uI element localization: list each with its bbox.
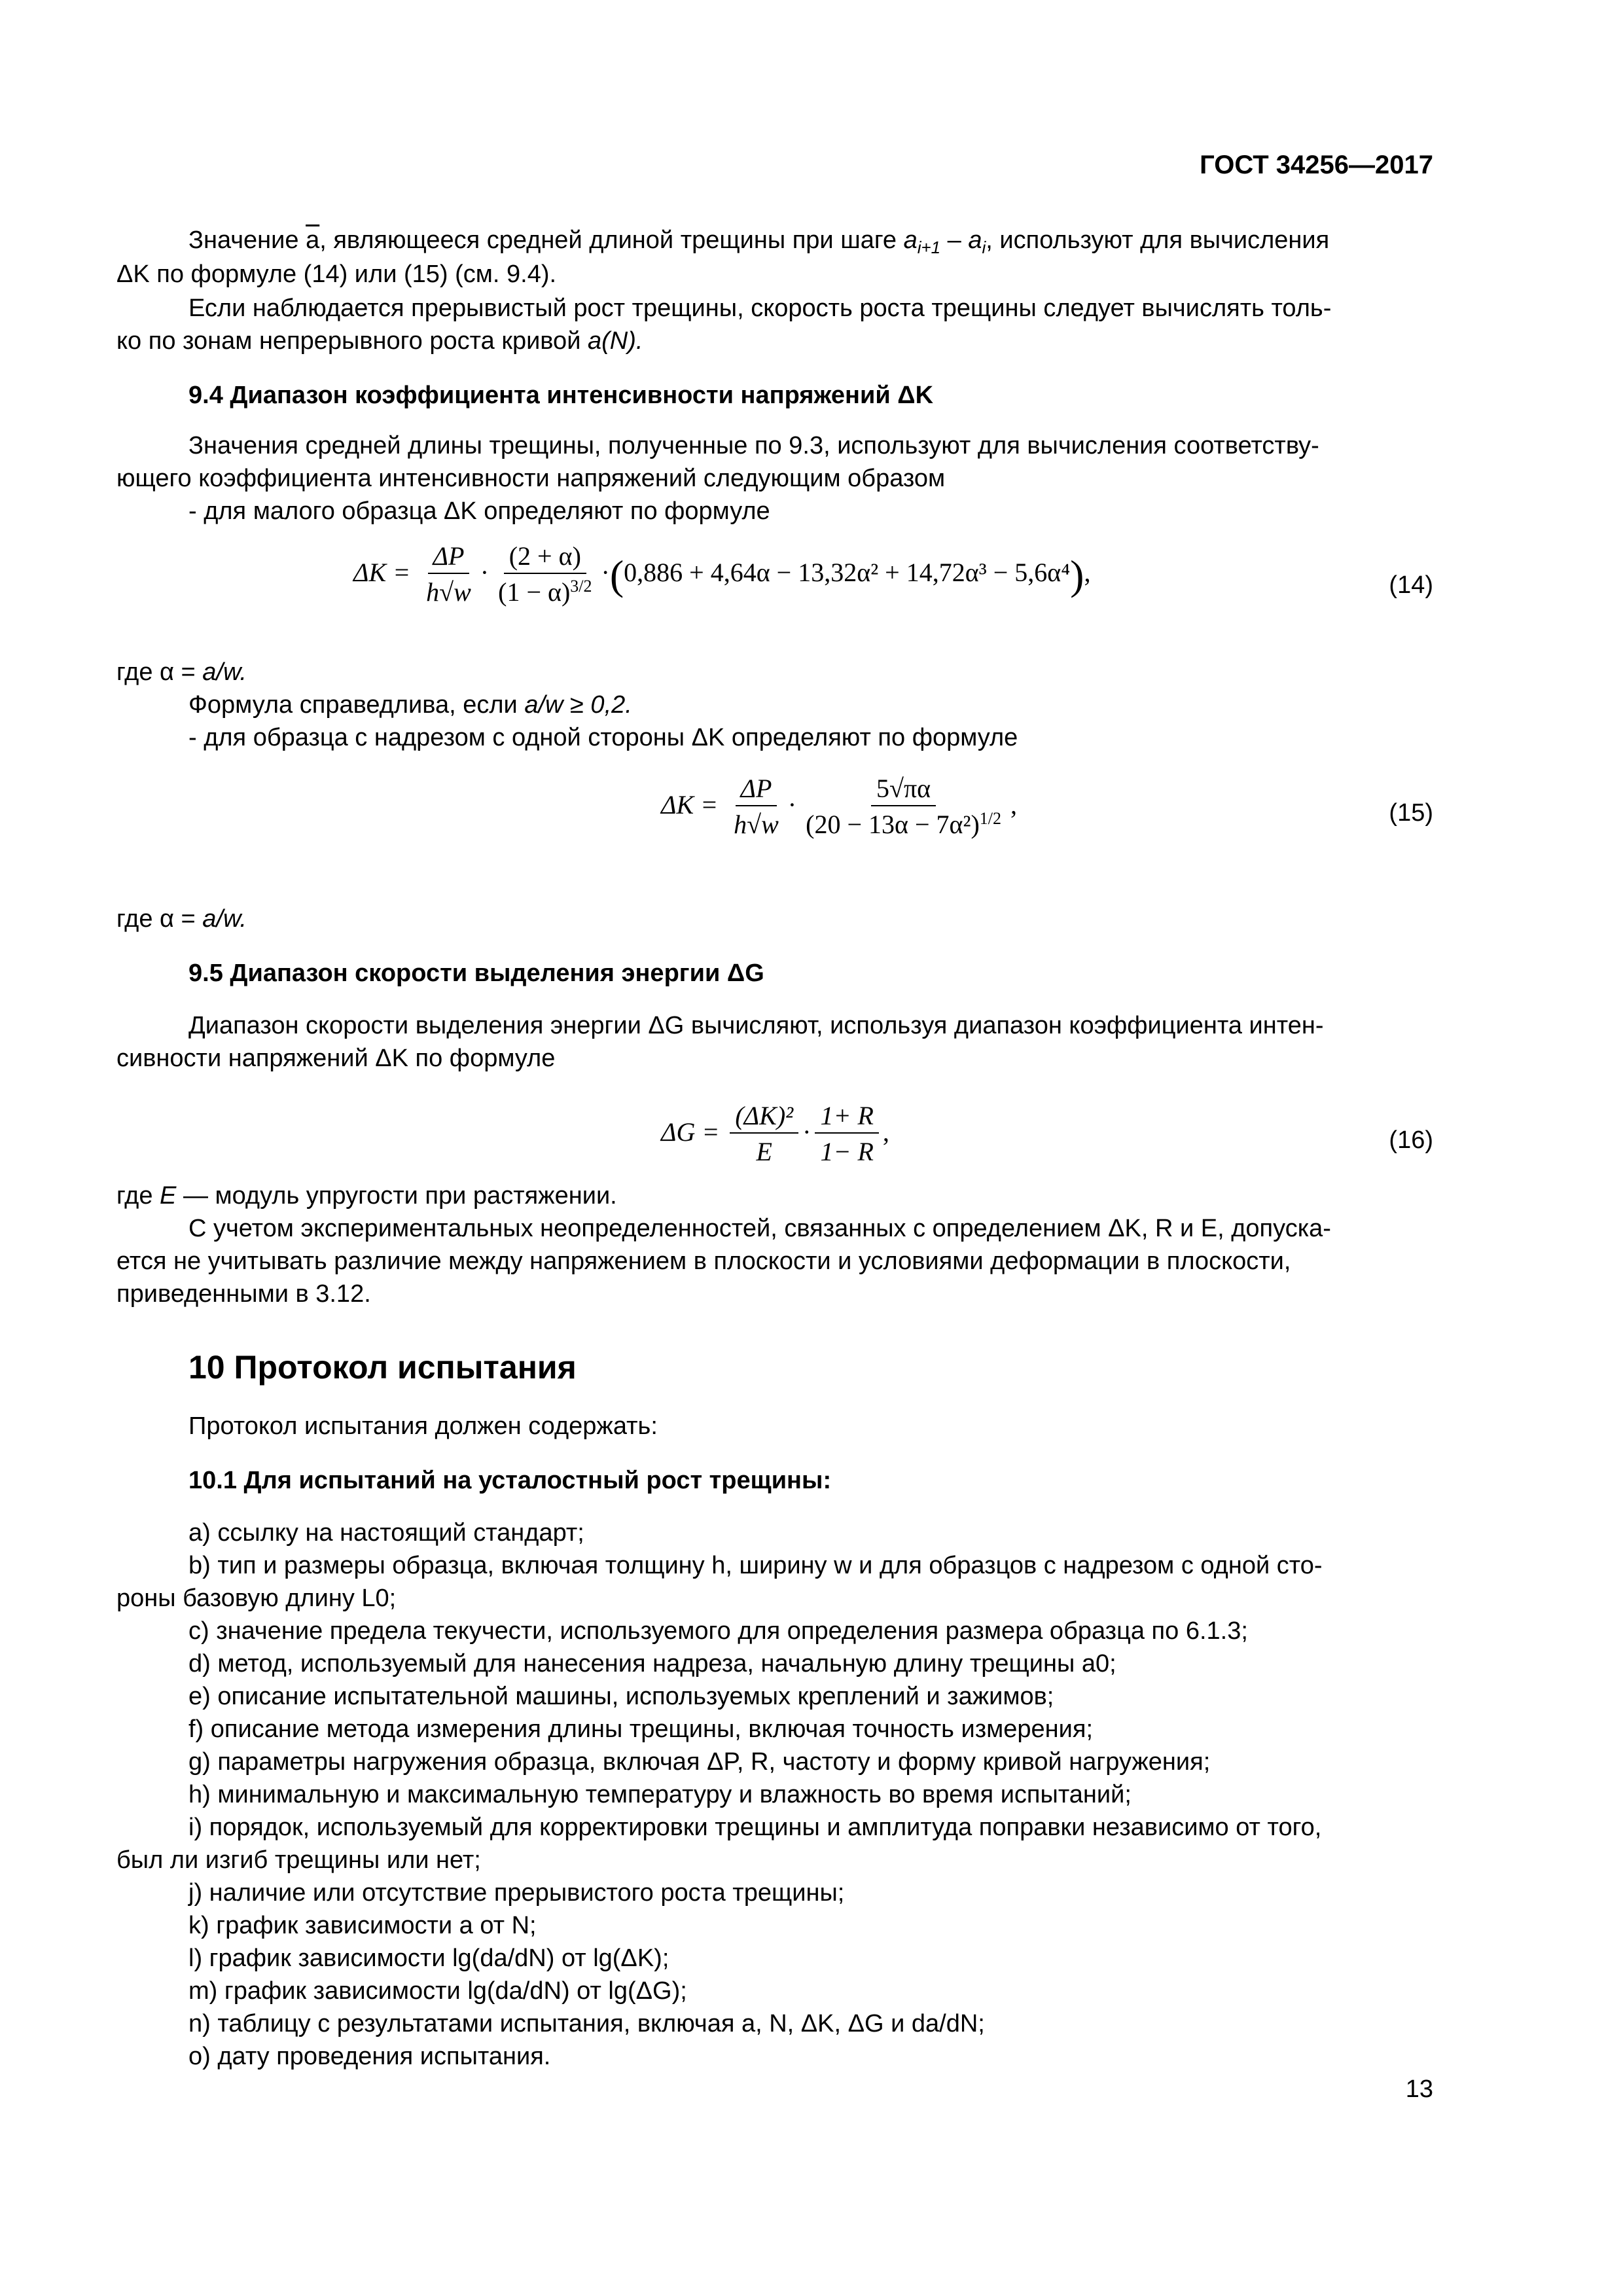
list-item: j) наличие или отсутствие прерывистого роста трещины; [188,1879,845,1907]
paragraph-line: ется не учитывать различие между напряжением в плоскости и условиями деформации в плоскости, [116,1247,1291,1275]
paragraph-line: Значения средней длины трещины, полученные по 9.3, используют для вычисления соответству- [188,432,1319,459]
symbol-e: E [160,1182,177,1210]
list-item: f) описание метода измерения длины трещины, включая точность измерения; [188,1715,1094,1743]
list-item: o) дату проведения испытания. [188,2043,551,2070]
list-item: i) порядок, используемый для корректировки трещины и амплитуда поправки независимо от того, [188,1814,1322,1841]
list-item: а) ссылку на настоящий стандарт; [188,1519,584,1547]
paragraph-line: Протокол испытания должен содержать: [188,1412,658,1440]
paragraph-line: Если наблюдается прерывистый рост трещины, скорость роста трещины следует вычислять толь- [188,295,1332,322]
fraction [421,540,476,611]
list-item: d) метод, используемый для нанесения надреза, начальную длину трещины a0; [188,1650,1116,1677]
denominator: h√w [426,577,471,607]
fraction [800,772,1007,843]
paragraph-line [116,656,1433,688]
paragraph-line: приведенными в 3.12. [116,1280,371,1308]
equation-number: (15) [1389,799,1433,827]
paragraph-line: - для малого образца ΔK определяют по формуле [188,497,770,525]
list-item: e) описание испытательной машины, используемых креплений и зажимов; [188,1683,1054,1710]
text: Формула справедлива, если [188,691,525,719]
list-item: b) тип и размеры образца, включая толщину h, ширину w и для образцов с надрезом с одной сто- [188,1552,1323,1579]
fraction [815,1100,878,1170]
formula-14: ΔK = $\frac{\Delta P}{h√w}$ · $\frac{(2 + \alpha)}{(1 - \alpha)^{3/2}}$ ·(0,886 + 4,64α − 13,32α² + 14,72α³ − 5,6α⁴), [353,540,1090,611]
formula-lhs: ΔG = [661,1117,720,1147]
denominator [493,574,597,611]
numerator: ΔP [428,540,470,574]
numerator: (2 + α) [504,540,586,574]
denominator: E [756,1137,772,1166]
comma: , [882,1117,889,1147]
paragraph-line: ющего коэффициента интенсивности напряжений следующим образом [116,465,946,492]
denominator: 1− R [820,1137,874,1166]
a-bar: $\overline{a}$ [306,226,320,254]
section-heading-10-1: 10.1 Для испытаний на усталостный рост трещины: [188,1467,832,1494]
text: – [940,226,969,254]
formula-lhs: ΔK = [661,790,719,820]
denominator-base: (20 − 13α − 7α²) [806,810,980,839]
denominator-base: (1 − α) [498,577,571,607]
symbol-a-w: a/w. [202,658,247,686]
equation-number: (14) [1389,571,1433,599]
condition: a/w ≥ 0,2. [524,691,632,719]
paragraph-line: - для образца с надрезом с одной стороны ΔK определяют по формуле [188,724,1018,751]
fraction [493,540,597,611]
comma: , [1010,790,1018,820]
paragraph-line: С учетом экспериментальных неопределенностей, связанных с определением ΔK, R и E, допуска- [188,1215,1331,1242]
numerator: 1+ R [815,1100,878,1134]
comma: , [1084,558,1091,588]
text: где α = [116,905,203,933]
list-item: m) график зависимости lg(da/dN) от lg(ΔG); [188,1977,687,2005]
paragraph-line [116,1180,1433,1211]
paragraph-line [116,903,1433,935]
section-heading-10: 10 Протокол испытания [188,1349,577,1386]
symbol-a: a [968,226,982,254]
page-number: 13 [1405,2075,1433,2103]
paragraph-line [116,689,1433,721]
equation-number: (16) [1389,1126,1433,1154]
list-item: n) таблицу с результатами испытания, включая a, N, ΔK, ΔG и da/dN; [188,2010,985,2037]
paragraph-line: сивности напряжений ΔK по формуле [116,1045,556,1072]
symbol-a: a [903,226,918,254]
fraction [730,1100,798,1170]
subscript: i+1 [917,238,941,257]
paragraph-line [116,325,1433,357]
list-item: роны базовую длину L0; [116,1585,397,1612]
polynomial: 0,886 + 4,64α − 13,32α² + 14,72α³ − 5,6α⁴ [624,558,1071,588]
list-item: l) график зависимости lg(da/dN) от lg(ΔK); [188,1945,669,1972]
list-item: c) значение предела текучести, используемого для определения размера образца по 6.1.3; [188,1617,1248,1645]
text: Значение [188,226,306,254]
exponent: 3/2 [570,577,592,596]
section-heading-9-5: 9.5 Диапазон скорости выделения энергии ΔG [188,960,764,987]
subscript: i [982,238,986,257]
section-heading-9-4: 9.4 Диапазон коэффициента интенсивности напряжений ΔK [188,382,934,409]
denominator [800,806,1007,843]
text: где α = [116,658,203,686]
paragraph-line: ΔK по формуле (14) или (15) (см. 9.4). [116,260,557,288]
list-item: g) параметры нагружения образца, включая ΔP, R, частоту и форму кривой нагружения; [188,1748,1211,1776]
paragraph-line: Диапазон скорости выделения энергии ΔG вычисляют, используя диапазон коэффициента интен- [188,1012,1324,1039]
numerator: 5√πα [871,772,936,806]
fraction [728,772,784,843]
list-item: h) минимальную и максимальную температуру и влажность во время испытаний; [188,1781,1132,1808]
exponent: 1/2 [979,809,1002,828]
paragraph-mean-crack-length [116,224,1433,256]
numerator: (ΔK)² [730,1100,798,1134]
numerator: ΔP [736,772,777,806]
denominator: h√w [734,810,779,839]
formula-15: ΔK = $\frac{\Delta P}{h√w}$ · $\frac{5√\pi\alpha}{(20 - 13\alpha - 7\alpha^2)^{1/2}}$ , [661,772,1017,843]
symbol-a-n: a(N). [587,327,643,355]
formula-lhs: ΔK = [353,558,411,588]
text: где [116,1182,160,1210]
symbol-a-w: a/w. [202,905,247,933]
list-item: был ли изгиб трещины или нет; [116,1846,481,1874]
text: , используют для вычисления [986,226,1330,254]
formula-16: ΔG = $\frac{\text{(ΔK)²}}{E}$ · $\frac{1+ R}{1- R}$ , [661,1100,889,1170]
text: ко по зонам непрерывного роста кривой [116,327,588,355]
text: , являющееся средней длиной трещины при шаге [319,226,904,254]
text: — модуль упругости при растяжении. [176,1182,617,1210]
list-item: k) график зависимости a от N; [188,1912,537,1939]
document-header: ГОСТ 34256—2017 [1200,151,1433,179]
